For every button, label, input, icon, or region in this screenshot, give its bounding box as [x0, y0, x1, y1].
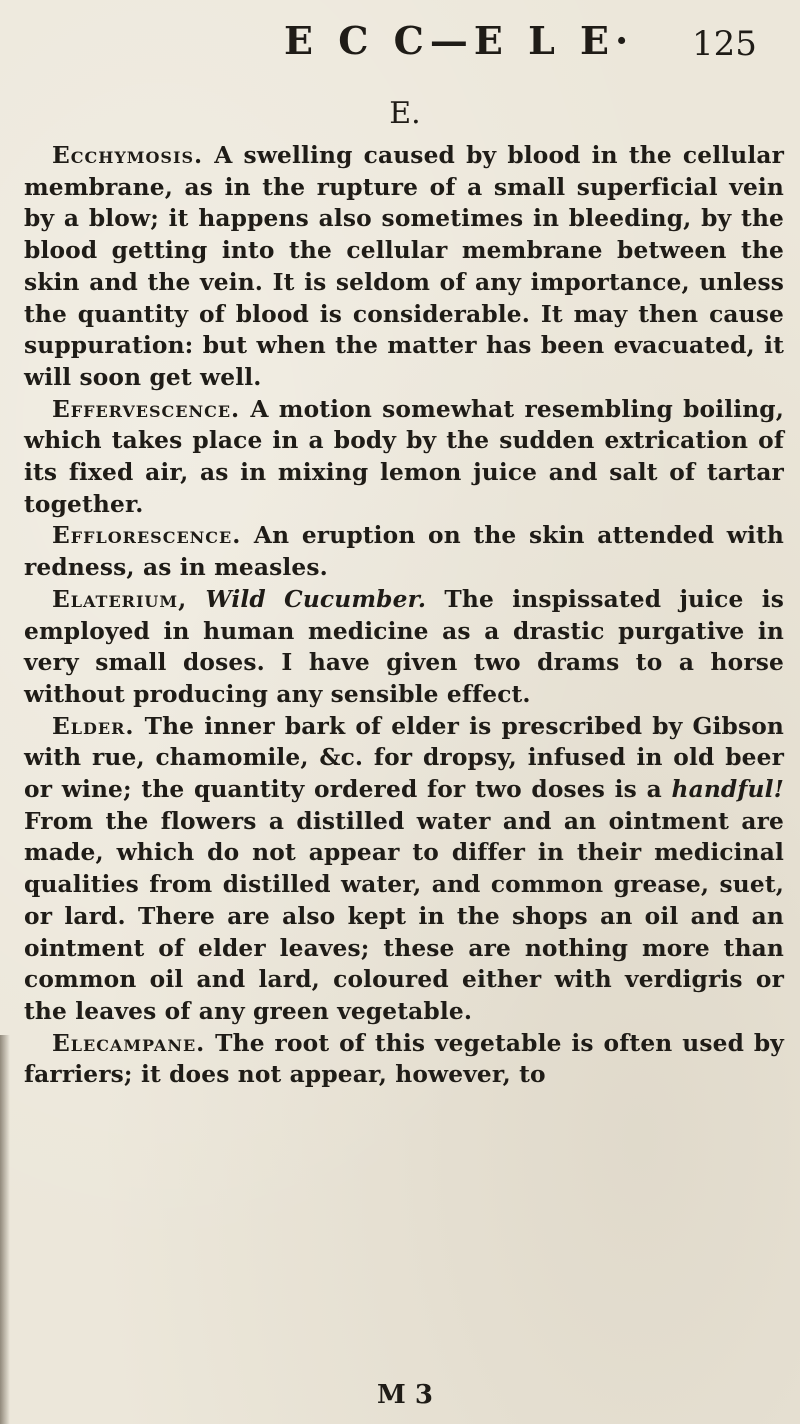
signature-mark: M 3 — [377, 1380, 433, 1410]
entry-term: Ecchymosis. — [52, 142, 204, 169]
entry-definition: The inspissated juice is employed in human medicine as a drastic purgative in very small doses. I have given two drams to a horse without producing any sensible effect. — [24, 585, 784, 708]
entry-term: Elder. — [52, 712, 135, 740]
page-edge-shadow — [0, 1035, 10, 1424]
entry-definition: An eruption on the skin attended with redness, as in measles. — [24, 522, 784, 582]
entry-definition: From the flowers a distilled water and an ointment are made, which do not appear to differ in their medicinal qualities from distilled water, and common grease, suet, or lard. There are also kept in the shops an oil and an ointment of elder leaves; these are nothing more than common oil and lard, coloured either with verdigris or the leaves of any green vegetable. — [24, 807, 784, 1025]
entry-term: Effervescence. — [52, 395, 241, 423]
entry-effervescence — [24, 394, 784, 521]
entry-common-name: Wild Cucumber. — [205, 585, 427, 613]
entry-elaterium — [24, 584, 784, 711]
page-number: 125 — [692, 24, 757, 64]
entry-term: Efflorescence. — [52, 522, 242, 550]
entry-ecchymosis — [24, 140, 784, 394]
entry-definition-part: The inner bark of elder is prescribed by Gibson with rue, chamomile, &c. for dropsy, infused in old beer or wine; the quantity ordered for two doses is a — [24, 712, 784, 804]
entry-definition: A swelling caused by blood in the cellular membrane, as in the rupture of a small superficial vein by a blow; it happens also sometimes in bleeding, by the blood getting into the cellular membrane between the skin and the vein. It is seldom of any importance, unless the quantity of blood is considerable. It may then cause suppuration: but when the matter has been evacuated, it will soon get well. — [24, 142, 785, 391]
entry-emphasis: handful! — [671, 776, 784, 804]
entry-definition: The root of this vegetable is often used by farriers; it does not appear, however, to — [24, 1029, 784, 1089]
dictionary-body — [24, 140, 784, 1091]
section-letter: E. — [389, 96, 421, 131]
running-title: E C C—E L E· — [284, 18, 635, 63]
entry-efflorescence — [24, 520, 784, 583]
running-head — [0, 18, 800, 68]
entry-elecampane — [24, 1028, 784, 1091]
entry-term: Elecampane. — [52, 1029, 206, 1057]
entry-definition: A motion somewhat resembling boiling, which takes place in a body by the sudden extrication of its fixed air, as in mixing lemon juice and salt of tartar together. — [24, 395, 784, 518]
entry-elder — [24, 711, 784, 1028]
entry-term: Elaterium, — [52, 585, 188, 613]
